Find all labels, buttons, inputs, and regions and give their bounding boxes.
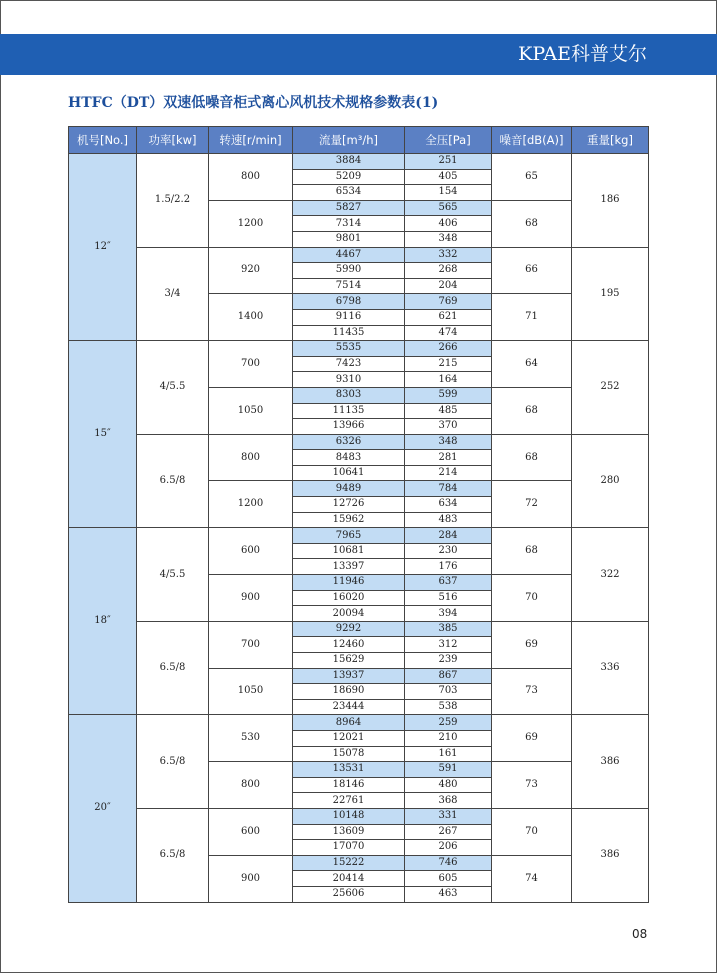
noise-cell: 69 — [492, 621, 572, 668]
noise-cell: 64 — [492, 341, 572, 388]
noise-cell: 70 — [492, 808, 572, 855]
header-cell-weight: 重量[kg] — [572, 127, 649, 154]
pressure-cell: 230 — [405, 543, 492, 559]
flow-cell: 10148 — [293, 808, 405, 824]
flow-cell: 12460 — [293, 637, 405, 653]
power-cell: 6.5/8 — [137, 434, 209, 528]
flow-cell: 13937 — [293, 668, 405, 684]
pressure-cell: 176 — [405, 559, 492, 575]
header-cell-pressure: 全压[Pa] — [405, 127, 492, 154]
flow-cell: 9116 — [293, 309, 405, 325]
pressure-cell: 637 — [405, 575, 492, 591]
pressure-cell: 164 — [405, 372, 492, 388]
speed-cell: 600 — [209, 808, 293, 855]
pressure-cell: 516 — [405, 590, 492, 606]
pressure-cell: 259 — [405, 715, 492, 731]
weight-cell: 386 — [572, 715, 649, 809]
speed-cell: 1400 — [209, 294, 293, 341]
noise-cell: 74 — [492, 855, 572, 902]
pressure-cell: 483 — [405, 512, 492, 528]
power-cell: 6.5/8 — [137, 715, 209, 809]
noise-cell: 73 — [492, 668, 572, 715]
flow-cell: 6534 — [293, 185, 405, 201]
flow-cell: 13966 — [293, 419, 405, 435]
brand-name: KPAE科普艾尔 — [518, 43, 647, 65]
flow-cell: 10641 — [293, 465, 405, 481]
pressure-cell: 204 — [405, 278, 492, 294]
table-row — [69, 808, 649, 824]
flow-cell: 7314 — [293, 216, 405, 232]
pressure-cell: 405 — [405, 169, 492, 185]
power-cell: 3/4 — [137, 247, 209, 341]
speed-cell: 1200 — [209, 200, 293, 247]
pressure-cell: 538 — [405, 699, 492, 715]
pressure-cell: 474 — [405, 325, 492, 341]
pressure-cell: 154 — [405, 185, 492, 201]
header-cell-flow: 流量[m³/h] — [293, 127, 405, 154]
flow-cell: 3884 — [293, 154, 405, 170]
flow-cell: 8964 — [293, 715, 405, 731]
speed-cell: 700 — [209, 621, 293, 668]
pressure-cell: 210 — [405, 730, 492, 746]
model-cell: 18″ — [69, 528, 137, 715]
flow-cell: 20094 — [293, 606, 405, 622]
flow-cell: 11135 — [293, 403, 405, 419]
flow-cell: 15629 — [293, 653, 405, 669]
speed-cell: 920 — [209, 247, 293, 294]
flow-cell: 13609 — [293, 824, 405, 840]
pressure-cell: 312 — [405, 637, 492, 653]
flow-cell: 25606 — [293, 886, 405, 902]
pressure-cell: 281 — [405, 450, 492, 466]
pressure-cell: 784 — [405, 481, 492, 497]
pressure-cell: 406 — [405, 216, 492, 232]
flow-cell: 16020 — [293, 590, 405, 606]
pressure-cell: 867 — [405, 668, 492, 684]
noise-cell: 71 — [492, 294, 572, 341]
speed-cell: 900 — [209, 575, 293, 622]
spec-table-body — [69, 154, 649, 903]
noise-cell: 65 — [492, 154, 572, 201]
table-row — [69, 715, 649, 731]
pressure-cell: 703 — [405, 684, 492, 700]
noise-cell: 69 — [492, 715, 572, 762]
flow-cell: 17070 — [293, 840, 405, 856]
speed-cell: 1050 — [209, 668, 293, 715]
flow-cell: 8303 — [293, 387, 405, 403]
noise-cell: 72 — [492, 481, 572, 528]
flow-cell: 5535 — [293, 341, 405, 357]
flow-cell: 9292 — [293, 621, 405, 637]
pressure-cell: 394 — [405, 606, 492, 622]
pressure-cell: 368 — [405, 793, 492, 809]
page-title: HTFC（DT）双速低噪音柜式离心风机技术规格参数表(1) — [68, 95, 439, 111]
pressure-cell: 605 — [405, 871, 492, 887]
flow-cell: 22761 — [293, 793, 405, 809]
header-cell-noise: 噪音[dB(A)] — [492, 127, 572, 154]
flow-cell: 12726 — [293, 497, 405, 513]
noise-cell: 70 — [492, 575, 572, 622]
power-cell: 6.5/8 — [137, 808, 209, 902]
flow-cell: 12021 — [293, 730, 405, 746]
table-row — [69, 247, 649, 263]
table-header-row — [69, 127, 649, 154]
flow-cell: 13531 — [293, 762, 405, 778]
pressure-cell: 266 — [405, 341, 492, 357]
power-cell: 1.5/2.2 — [137, 154, 209, 248]
speed-cell: 1200 — [209, 481, 293, 528]
flow-cell: 9310 — [293, 372, 405, 388]
page-number: 08 — [632, 927, 648, 941]
pressure-cell: 599 — [405, 387, 492, 403]
header-cell-power: 功率[kw] — [137, 127, 209, 154]
noise-cell: 68 — [492, 434, 572, 481]
weight-cell: 195 — [572, 247, 649, 341]
speed-cell: 800 — [209, 762, 293, 809]
pressure-cell: 348 — [405, 231, 492, 247]
pressure-cell: 591 — [405, 762, 492, 778]
power-cell: 4/5.5 — [137, 528, 209, 622]
table-row — [69, 434, 649, 450]
speed-cell: 800 — [209, 154, 293, 201]
noise-cell: 73 — [492, 762, 572, 809]
table-row — [69, 154, 649, 170]
flow-cell: 5209 — [293, 169, 405, 185]
speed-cell: 1050 — [209, 387, 293, 434]
flow-cell: 23444 — [293, 699, 405, 715]
flow-cell: 15962 — [293, 512, 405, 528]
pressure-cell: 463 — [405, 886, 492, 902]
table-row — [69, 528, 649, 544]
flow-cell: 6326 — [293, 434, 405, 450]
flow-cell: 18690 — [293, 684, 405, 700]
weight-cell: 322 — [572, 528, 649, 622]
speed-cell: 530 — [209, 715, 293, 762]
spec-table — [68, 126, 649, 903]
flow-cell: 13397 — [293, 559, 405, 575]
flow-cell: 11946 — [293, 575, 405, 591]
pressure-cell: 215 — [405, 356, 492, 372]
power-cell: 4/5.5 — [137, 341, 209, 435]
flow-cell: 9489 — [293, 481, 405, 497]
pressure-cell: 284 — [405, 528, 492, 544]
table-row — [69, 621, 649, 637]
flow-cell: 9801 — [293, 231, 405, 247]
flow-cell: 15078 — [293, 746, 405, 762]
model-cell: 15″ — [69, 341, 137, 528]
flow-cell: 10681 — [293, 543, 405, 559]
flow-cell: 5990 — [293, 263, 405, 279]
pressure-cell: 214 — [405, 465, 492, 481]
weight-cell: 386 — [572, 808, 649, 902]
pressure-cell: 206 — [405, 840, 492, 856]
noise-cell: 66 — [492, 247, 572, 294]
model-cell: 12″ — [69, 154, 137, 341]
flow-cell: 6798 — [293, 294, 405, 310]
pressure-cell: 385 — [405, 621, 492, 637]
pressure-cell: 268 — [405, 263, 492, 279]
speed-cell: 600 — [209, 528, 293, 575]
noise-cell: 68 — [492, 200, 572, 247]
weight-cell: 186 — [572, 154, 649, 248]
pressure-cell: 634 — [405, 497, 492, 513]
flow-cell: 4467 — [293, 247, 405, 263]
model-cell: 20″ — [69, 715, 137, 902]
header-cell-speed: 转速[r/min] — [209, 127, 293, 154]
pressure-cell: 251 — [405, 154, 492, 170]
flow-cell: 5827 — [293, 200, 405, 216]
noise-cell: 68 — [492, 528, 572, 575]
flow-cell: 11435 — [293, 325, 405, 341]
pressure-cell: 348 — [405, 434, 492, 450]
speed-cell: 800 — [209, 434, 293, 481]
pressure-cell: 769 — [405, 294, 492, 310]
flow-cell: 20414 — [293, 871, 405, 887]
flow-cell: 7423 — [293, 356, 405, 372]
pressure-cell: 331 — [405, 808, 492, 824]
pressure-cell: 480 — [405, 777, 492, 793]
speed-cell: 700 — [209, 341, 293, 388]
speed-cell: 900 — [209, 855, 293, 902]
flow-cell: 7965 — [293, 528, 405, 544]
pressure-cell: 621 — [405, 309, 492, 325]
pressure-cell: 161 — [405, 746, 492, 762]
power-cell: 6.5/8 — [137, 621, 209, 715]
weight-cell: 252 — [572, 341, 649, 435]
pressure-cell: 332 — [405, 247, 492, 263]
weight-cell: 280 — [572, 434, 649, 528]
flow-cell: 18146 — [293, 777, 405, 793]
weight-cell: 336 — [572, 621, 649, 715]
pressure-cell: 746 — [405, 855, 492, 871]
flow-cell: 7514 — [293, 278, 405, 294]
pressure-cell: 565 — [405, 200, 492, 216]
table-row — [69, 341, 649, 357]
noise-cell: 68 — [492, 387, 572, 434]
pressure-cell: 239 — [405, 653, 492, 669]
header-cell-model: 机号[No.] — [69, 127, 137, 154]
flow-cell: 8483 — [293, 450, 405, 466]
pressure-cell: 267 — [405, 824, 492, 840]
pressure-cell: 485 — [405, 403, 492, 419]
flow-cell: 15222 — [293, 855, 405, 871]
pressure-cell: 370 — [405, 419, 492, 435]
